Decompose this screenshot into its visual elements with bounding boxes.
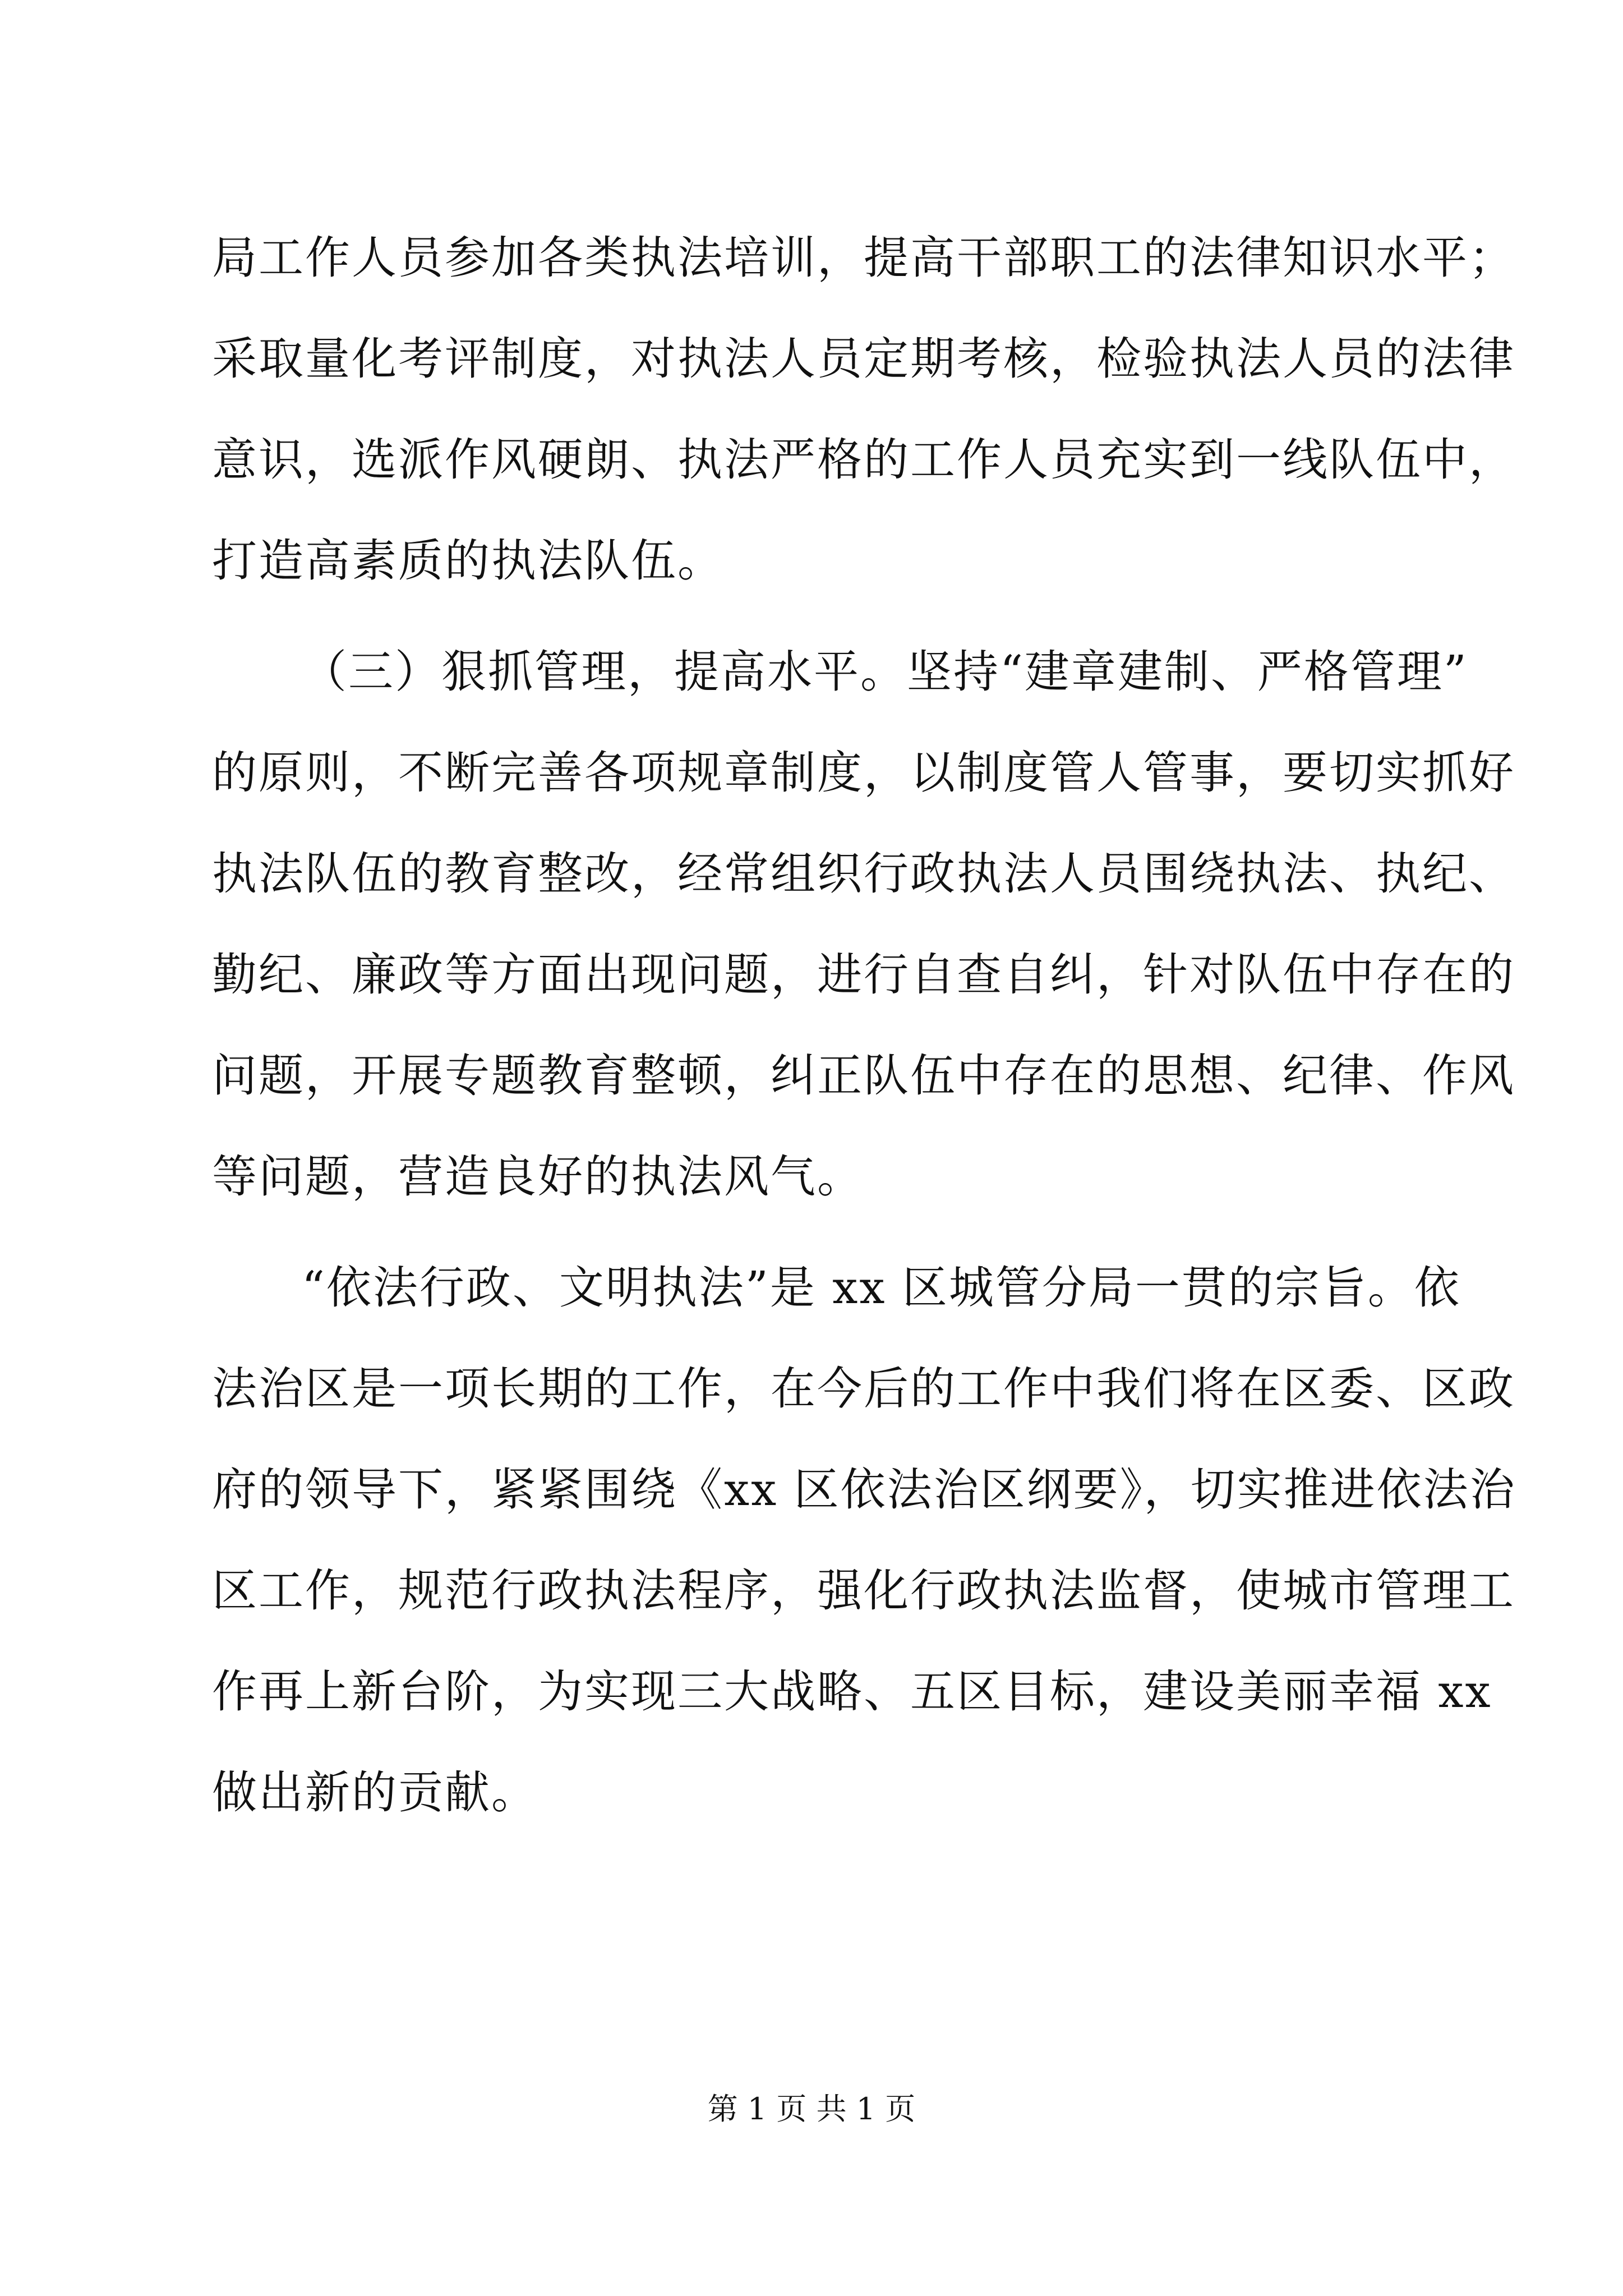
text-line: 意识，选派作风硬朗、执法严格的工作人员充实到一线队伍中， [212,434,1515,486]
document-body [212,208,1516,1843]
text-line: “依法行政、文明执法”是 xx 区城管分局一贯的宗旨。依 [302,1262,1461,1314]
text-line: 等问题，营造良好的执法风气。 [212,1151,864,1203]
text-line: 作再上新台阶，为实现三大战略、五区目标，建设美丽幸福 xx [212,1665,1492,1718]
text-line: （三）狠抓管理，提高水平。坚持“建章建制、严格管理” [302,646,1468,698]
text-line: 法治区是一项长期的工作，在今后的工作中我们将在区委、区政 [212,1363,1515,1415]
text-line: 问题，开展专题教育整顿，纠正队伍中存在的思想、纪律、作风 [212,1050,1515,1102]
text-line: 府的领导下，紧紧围绕《xx 区依法治区纲要》，切实推进依法治 [212,1464,1516,1516]
page-number-footer: 第 1 页 共 1 页 [707,2091,916,2127]
text-line: 勤纪、廉政等方面出现问题，进行自查自纠，针对队伍中存在的 [212,949,1515,1001]
text-line: 做出新的贡献。 [212,1766,538,1819]
paragraph-conclusion [212,1237,1516,1843]
text-line: 局工作人员参加各类执法培训，提高干部职工的法律知识水平； [212,232,1515,284]
text-line: 执法队伍的教育整改，经常组织行政执法人员围绕执法、执纪、 [212,848,1515,900]
paragraph-continuation [212,208,1515,611]
text-line: 区工作，规范行政执法程序，强化行政执法监督，使城市管理工 [212,1565,1515,1617]
text-line: 的原则，不断完善各项规章制度，以制度管人管事，要切实抓好 [212,747,1515,799]
paragraph-management [212,622,1515,1227]
text-line: 打造高素质的执法队伍。 [212,535,724,587]
text-line: 采取量化考评制度，对执法人员定期考核，检验执法人员的法律 [212,333,1515,385]
